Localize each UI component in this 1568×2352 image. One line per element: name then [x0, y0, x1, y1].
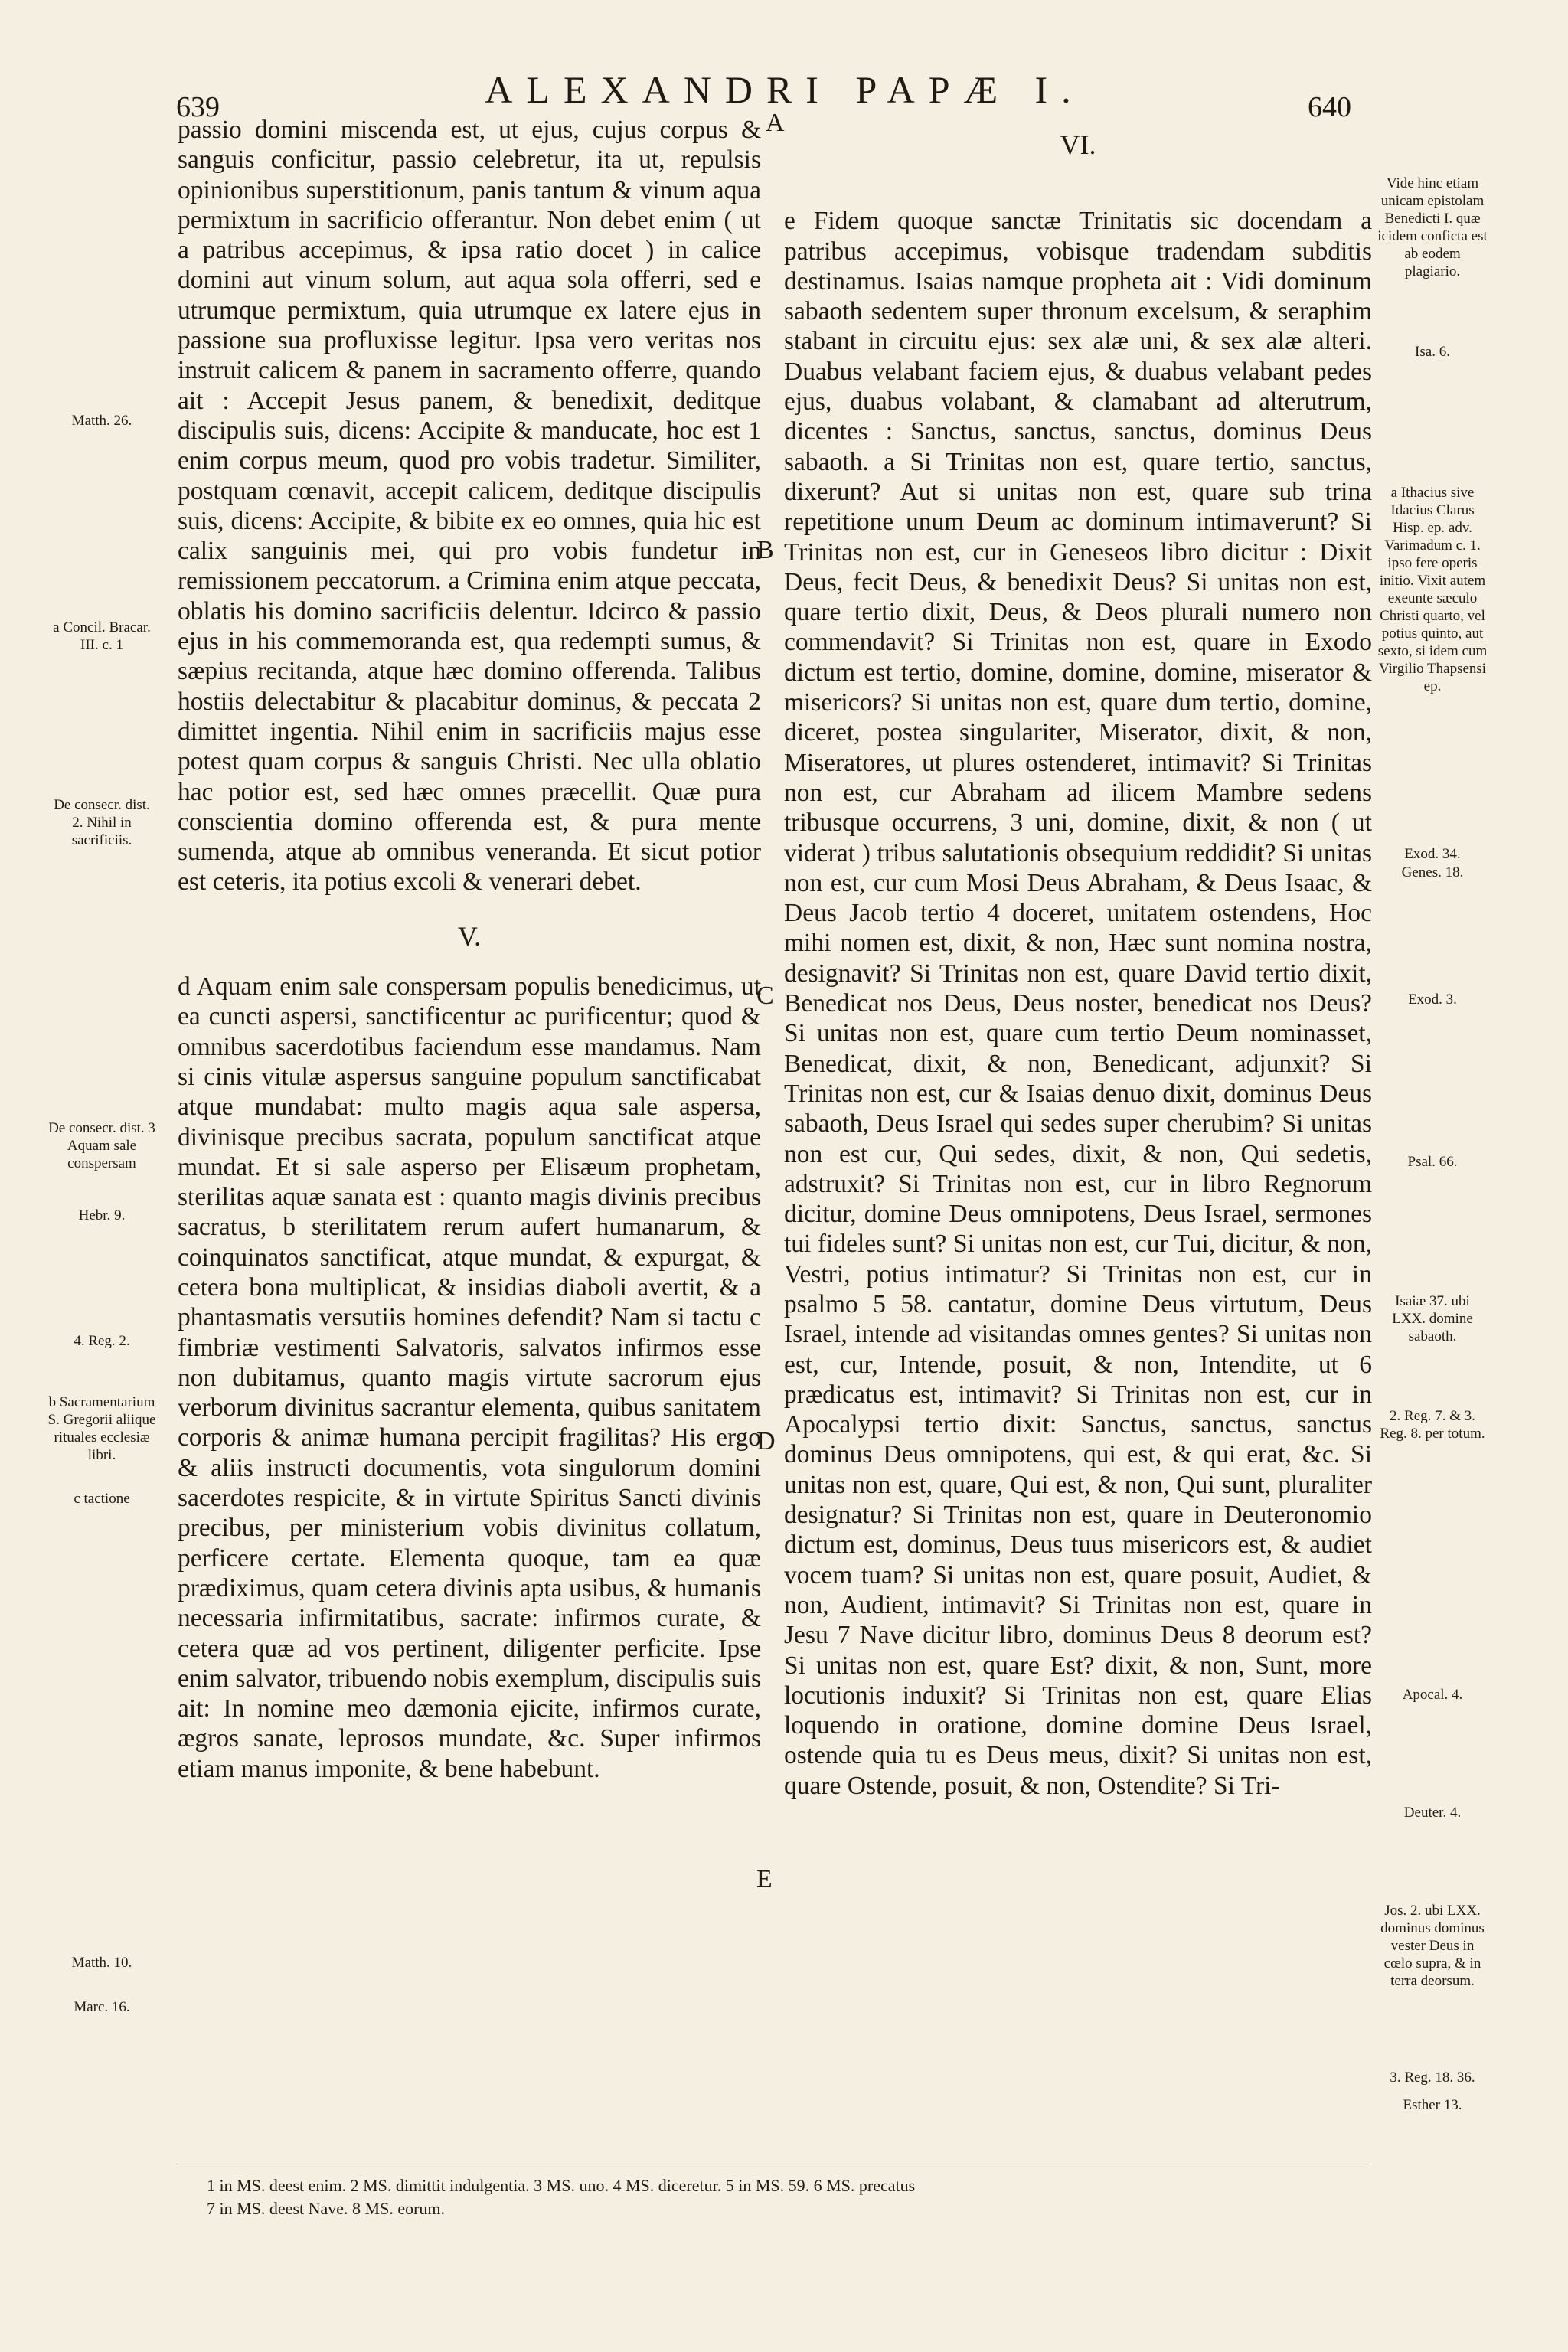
- running-head: ALEXANDRI PAPÆ I.: [485, 68, 1085, 111]
- right-margin-note: Exod. 34.: [1404, 846, 1461, 862]
- right-margin-note: 2. Reg. 7. & 3. Reg. 8. per totum.: [1380, 1408, 1485, 1442]
- margin-letter-c: C: [756, 982, 774, 1010]
- margin-letter-e: E: [756, 1865, 773, 1893]
- left-margin-note: 4. Reg. 2.: [74, 1333, 130, 1349]
- right-margin-note: Esther 13.: [1403, 2097, 1462, 2113]
- right-margin-note: 3. Reg. 18. 36.: [1390, 2069, 1475, 2086]
- page-number-left: 639: [176, 91, 220, 123]
- right-margin-note: Isaiæ 37. ubi LXX. domine sabaoth.: [1392, 1293, 1473, 1344]
- left-margin-note: Marc. 16.: [74, 1999, 130, 2015]
- right-column: [784, 130, 1372, 1801]
- left-margin-note: De consecr. dist. 3 Aquam sale conspersam: [48, 1120, 155, 1171]
- right-margin-note: Psal. 66.: [1407, 1154, 1458, 1170]
- left-margin-note: c tactione: [74, 1491, 130, 1507]
- left-margin-note: a Concil. Bracar. III. c. 1: [53, 619, 151, 653]
- right-margin-note: Vide hinc etiam unicam epistolam Benedicti I. quæ icidem conficta est ab eodem plagiario.: [1377, 175, 1488, 279]
- margin-letter-d: D: [756, 1427, 776, 1455]
- right-margin-note: Deuter. 4.: [1403, 1805, 1462, 1821]
- right-margin-note: Genes. 18.: [1401, 864, 1464, 880]
- section-heading-vi: VI.: [1060, 129, 1096, 160]
- right-margin-note: Jos. 2. ubi LXX. dominus dominus vester Deus in cœlo supra, & in terra deorsum.: [1380, 1903, 1485, 1989]
- left-paragraph-2: d Aquam enim sale conspersam populis benedicimus, ut ea cuncti aspersi, sanctificentur ac purificentur; quod & omnibus sacerdotibus faciendum esse mandamus. Nam si cinis vitulæ aspersus sanguine populum sanctificabat atque mundabat: multo magis aqua sale aspersa, divinisque precibus sacrata, populum sanctificat atque mundat. Et si sale asperso per Elisæum prophetam, sterilitas aquæ sanata est : quanto magis divinis precibus sacratus, b sterilitatem rerum aufert humanarum, & coinquinatos sanctificat, atque mundat, & expurgat, & cetera bona multiplicat, & insidias diaboli avertit, & a phantasmatis versutiis homines defendit? Nam si tactu c fimbriæ vestimenti Salvatoris, salvatos infirmos esse non dubitamus, quanto magis virtute sacrorum ejus verborum divinitus sacrantur elementa, quibus sanitatem corporis & animæ humana percipit fragilitas? His ergo & aliis instructi documentis, vota singulorum domini sacerdotes respicite, & in virtute Spiritus Sancti divinis precibus, per ministerium vobis divinitus collatum, perficere certate. Elementa quoque, tam ea quæ prædiximus, quam cetera divinis apta usibus, & humanis necessaria infirmitatibus, sacrate: infirmos curate, & cetera quæ ad vos pertinent, diligenter perficite. Ipse enim salvator, tribuendo nobis exemplum, discipulis suis ait: In nomine meo dæmonia ejicite, infirmos curate, ægros sanate, leprosos mundate, &c. Super infirmos etiam manus imponite, & bene habebunt.: [178, 972, 761, 1783]
- right-margin-note: Exod. 3.: [1408, 991, 1457, 1008]
- footnotes: [207, 2174, 1317, 2220]
- footnote-line: 7 in MS. deest Nave. 8 MS. eorum.: [207, 2199, 446, 2218]
- right-margin-note: Isa. 6.: [1415, 344, 1450, 360]
- left-margin-note: De consecr. dist. 2. Nihil in sacrificiis.: [54, 797, 150, 848]
- left-margin-note: Matth. 10.: [71, 1955, 132, 1971]
- footnote-line: 1 in MS. deest enim. 2 MS. dimittit indulgentia. 3 MS. uno. 4 MS. diceretur. 5 in MS. 59. 6 MS. precatus: [207, 2176, 916, 2195]
- right-paragraph-1: e Fidem quoque sanctæ Trinitatis sic docendam a patribus accepimus, vobisque tradendam subditis destinamus. Isaias namque propheta ait : Vidi dominum sabaoth sedentem super thronum excelsum, & seraphim stabant in circuitu ejus: sex alæ uni, & sex alæ alteri. Duabus velabant faciem ejus, & duabus velabant pedes ejus, duabus volabant, & clamabant ad alterutrum, dicentes : Sanctus, sanctus, sanctus, dominus Deus sabaoth. a Si Trinitas non est, quare tertio, sanctus, dixerunt? Aut si unitas non est, quare sub trina repetitione unum Deum ac dominum intimaverunt? Si Trinitas non est, cur in Geneseos libro dicitur : Dixit Deus, fecit Deus, & benedixit Deus? Si unitas non est, quare tertio dixit, Deus, & Deos plurali numero non commendavit? Si Trinitas non est, quare in Exodo dictum est tertio, domine, domine, domine, miserator & misericors? Si unitas non est, quare dum tertio, domine, diceret, postea singulariter, Miserator, dixit, & non, Miseratores, ut plures ostenderet, intimavit? Si Trinitas non est, cur Abraham ad ilicem Mambre sedens tribusque occurrens, 3 uni, domine, dixit, & non ( ut viderat ) tribus salutationis obsequium reddidit? Si unitas non est, cur cum Mosi Deus Abraham, & Deus Isaac, & Deus Jacob tertio 4 doceret, unitatem ostendens, Hoc mihi nomen est, dixit, & non, Hæc sunt nomina nostra, designavit? Si Trinitas non est, quare David tertio dixit, Benedicat nos Deus, Deus noster, benedicat nos Deus? Si unitas non est, quare cum tertio Deum nominasset, Benedicat, dixit, & non, Benedicant, adjunxit? Si Trinitas non est, cur & Isaias denuo dixit, dominus Deus sabaoth, Deus Israel qui sedes super cherubim? Si unitas non est cur, Qui sedes, dixit, & non, Qui sedetis, adstruxit? Si Trinitas non est, cur in libro Regnorum dicitur, domine Deus omnipotens, Deus Israel, sermones tui fideles sunt? Si unitas non est, cur Tui, dicitur, & non, Vestri, potius intimatur? Si Trinitas non est, cur in psalmo 5 58. cantatur, domine Deus virtutum, Deus Israel, intende ad visitandas omnes gentes? Si unitas non est, cur, Intende, posuit, & non, Intendite, ut 6 prædicatus est, intimavit? Si Trinitas non est, cur in Apocalypsi tertio dixit: Sanctus, sanctus, sanctus dominus Deus omnipotens, qui est, & qui erat, &c. Si unitas non est, quare, Qui est, & non, Qui sunt, pluraliter designatur? Si Trinitas non est, quare in Deuteronomio dictum est, dominus, Deus tuus misericors est, & audiet vocem tuam? Si unitas non est, quare posuit, Audiet, & non, Audient, intimavit? Si Trinitas non est, quare in Jesu 7 Nave dicitur libro, dominus Deus 8 deorum est? Si unitas non est, quare Est? dixit, & non, Sunt, more locutionis induxit? Si Trinitas non est, quare Elias loquendo in oratione, domine domine Deus Israel, ostende quia tu es Deus meus, dixit? Si unitas non est, quare Ostende, posuit, & non, Ostendite? Si Tri-: [784, 207, 1372, 1800]
- left-paragraph-1: passio domini miscenda est, ut ejus, cujus corpus & sanguis conficitur, passio celebretur, ita ut, repulsis opinionibus superstitionum, panis tantum & vinum aqua permixtum in sacrificio offerantur. Non debet enim ( ut a patribus accepimus, & ipsa ratio docet ) in calice domini aut vinum solum, aut aqua sola offerri, sed e utrumque permixtum, quia utrumque ex latere ejus in passione sua profluxisse legitur. Ipsa vero veritas nos instruit calicem & panem in sacramento offerre, quando ait : Accepit Jesus panem, & benedixit, deditque discipulis suis, dicens: Accipite & manducate, hoc est 1 enim corpus meum, quod pro vobis tradetur. Similiter, postquam cœnavit, accepit calicem, deditque discipulis suis, dicens: Accipite, & bibite ex eo omnes, quia hic est calix sanguinis mei, qui pro vobis fundetur in remissionem peccatorum. a Crimina enim atque peccata, oblatis his domino sacrificiis delentur. Idcirco & passio ejus in his commemoranda est, qua redempti sumus, & sæpius recitanda, atque hæc domino offerenda. Talibus hostiis delectabitur & placabitur dominus, & peccata 2 dimittet ingentia. Nihil enim in sacrificiis majus esse potest quam corpus & sanguis Christi. Nec ulla oblatio hac potior est, sed hæc omnes præcellit. Quæ pura conscientia domino offerenda est, & pura mente sumenda, atque ab omnibus veneranda. Et sicut potior est ceteris, ita potius excoli & venerari debet.: [178, 116, 761, 897]
- right-margin-note: a Ithacius sive Idacius Clarus Hisp. ep. adv. Varimadum c. 1. ipso fere operis initio. Vixit autem exeunte sæculo Christi quarto, vel potius quinto, aut sexto, si idem cum Virgilio Thapsensi ep.: [1377, 485, 1488, 694]
- left-margin-note: Matth. 26.: [71, 413, 132, 429]
- section-heading-v: V.: [457, 920, 482, 952]
- left-column: [178, 115, 761, 1784]
- right-margin-note: Apocal. 4.: [1402, 1687, 1463, 1703]
- left-margin-note: Hebr. 9.: [78, 1207, 126, 1223]
- margin-letter-b: B: [756, 536, 774, 564]
- margin-letter-a: A: [766, 109, 785, 137]
- left-margin-note: b Sacramentarium S. Gregorii aliique rituales ecclesiæ libri.: [47, 1394, 156, 1463]
- page-number-right: 640: [1308, 91, 1351, 123]
